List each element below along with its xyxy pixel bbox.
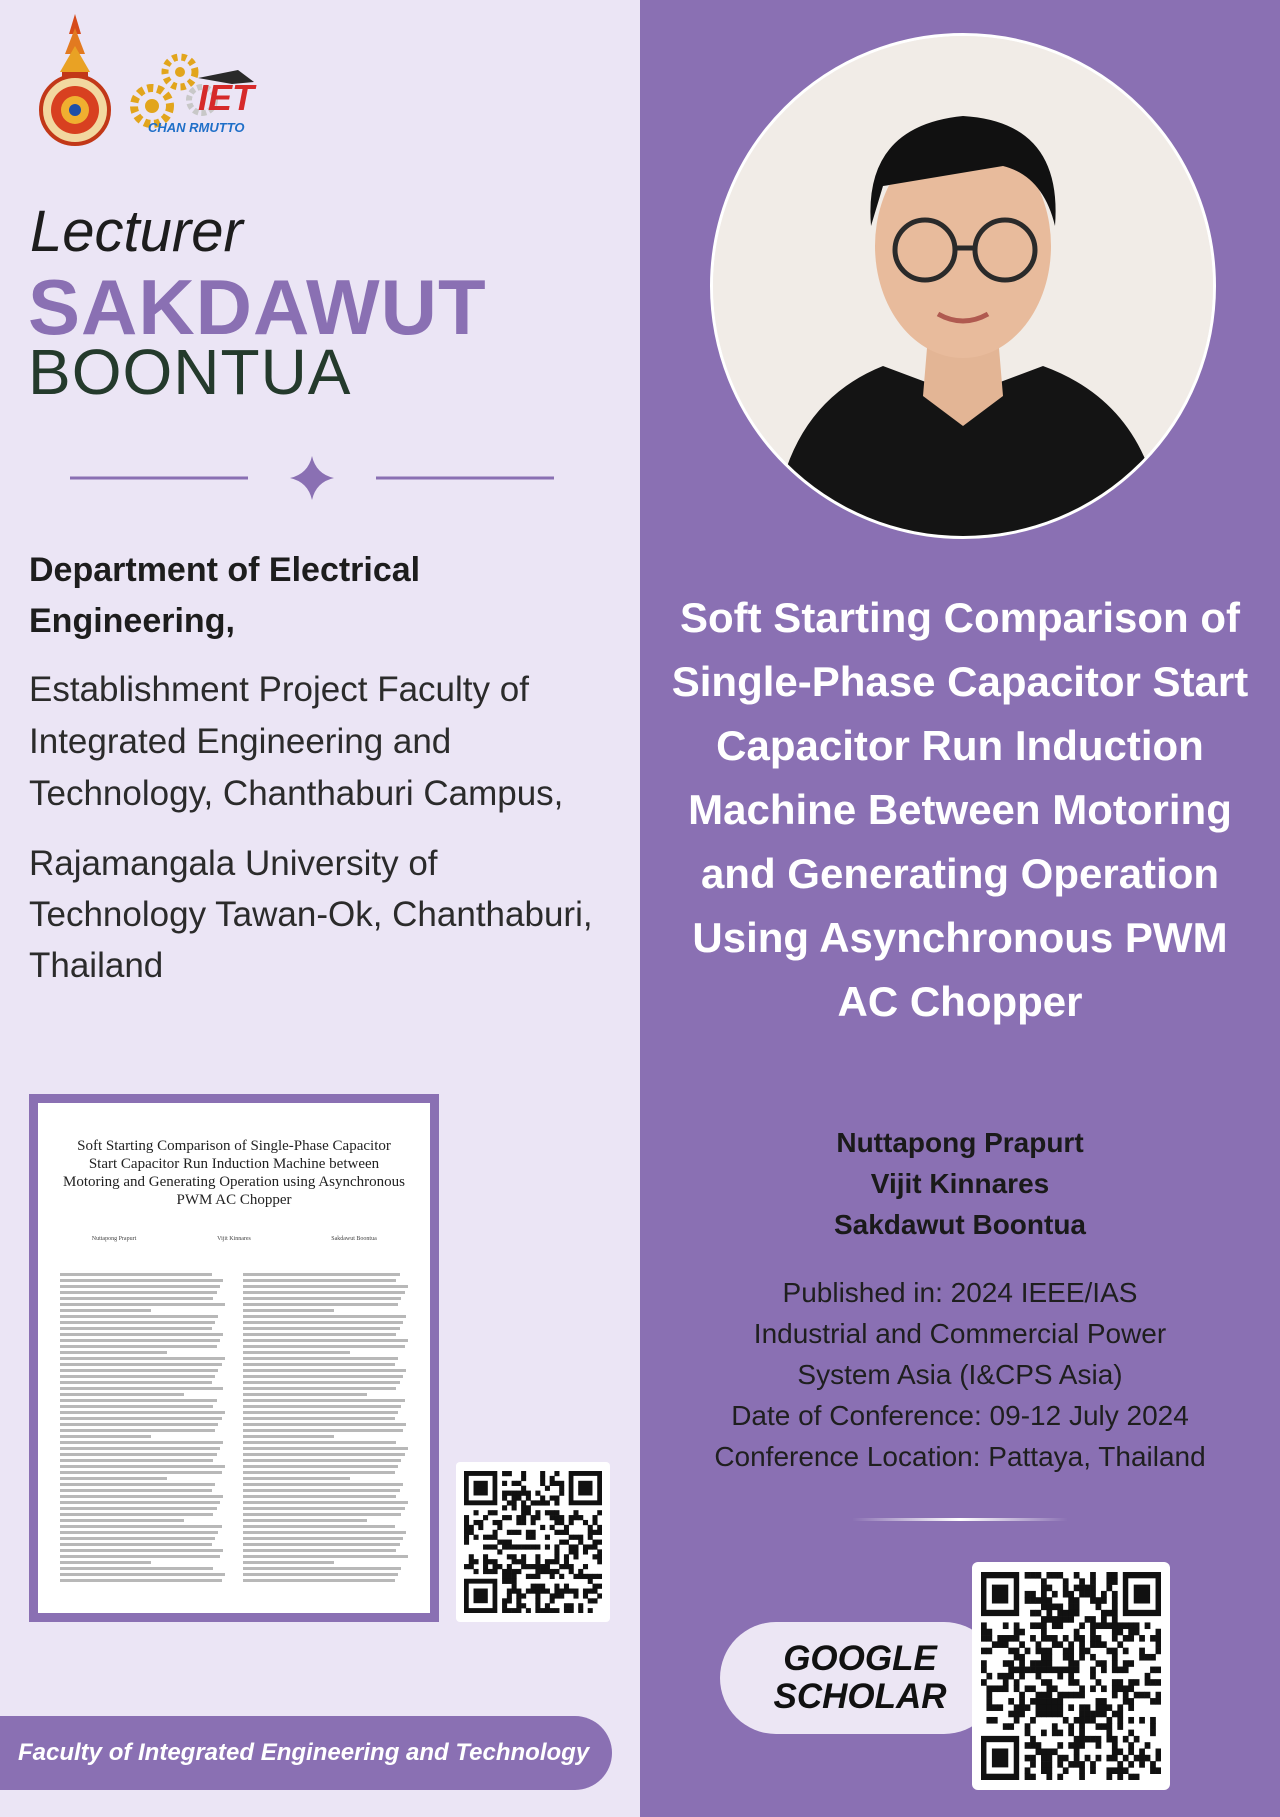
iet-logo-icon	[128, 48, 298, 144]
lecturer-role: Lecturer	[30, 199, 243, 264]
paper-page	[38, 1103, 430, 1613]
iet-logo-text: IET	[198, 77, 255, 118]
publication-authors	[680, 1122, 1240, 1245]
university-text: Rajamangala University of Technology Tawan-Ok, Chanthaburi, Thailand	[29, 844, 593, 985]
footer-faculty-text: Faculty of Integrated Engineering and Technology	[18, 1739, 590, 1766]
paper-author: Nuttapong Prapurt	[91, 1236, 137, 1242]
publication-info	[660, 1272, 1260, 1477]
google-scholar-qr-code[interactable]	[972, 1562, 1170, 1790]
paper-body-text	[60, 1273, 408, 1585]
google-scholar-line2: SCHOLAR	[773, 1677, 947, 1716]
lecturer-last-name: BOONTUA	[28, 336, 352, 408]
paper-preview	[29, 1094, 439, 1622]
publication-title: Soft Starting Comparison of Single-Phase Capacitor Start Capacitor Run Induction Machine Between Motoring and Generating Operation Using Asynchronous PWM AC Chopper	[671, 594, 1249, 1025]
publication-info-line: System Asia (I&CPS Asia)	[797, 1359, 1123, 1390]
right-panel	[640, 0, 1280, 1817]
department-name: Department of Electrical Engineering,	[29, 551, 421, 640]
google-scholar-line1: GOOGLE	[783, 1639, 937, 1678]
publication-info-line: Published in: 2024 IEEE/IAS	[782, 1277, 1138, 1308]
author-name: Nuttapong Prapurt	[836, 1127, 1084, 1158]
conference-location: Conference Location: Pattaya, Thailand	[714, 1441, 1206, 1472]
paper-author: Vijit Kinnares	[217, 1236, 251, 1242]
university-emblem-icon	[38, 14, 112, 146]
establishment-text: Establishment Project Faculty of Integrated Engineering and Technology, Chanthaburi Campus,	[29, 670, 564, 813]
paper-preview-title: Soft Starting Comparison of Single-Phase Capacitor Start Capacitor Run Induction Machine between Motoring and Generating Operation using Asynchronous PWM AC Chopper	[62, 1138, 406, 1208]
google-scholar-badge[interactable]	[720, 1622, 1000, 1734]
lecturer-photo	[710, 33, 1216, 539]
sparkle-icon	[290, 456, 334, 500]
iet-logo-subtext: CHAN RMUTTO	[148, 120, 245, 135]
paper-qr-code[interactable]	[456, 1462, 610, 1622]
conference-date: Date of Conference: 09-12 July 2024	[731, 1400, 1189, 1431]
footer-banner	[0, 1716, 612, 1790]
author-name: Vijit Kinnares	[870, 1168, 1050, 1199]
paper-preview-authors	[66, 1235, 402, 1243]
publication-info-line: Industrial and Commercial Power	[753, 1318, 1167, 1349]
lecturer-first-name: SAKDAWUT	[28, 263, 487, 351]
paper-author: Sakdawut Boontua	[331, 1236, 377, 1242]
separator-line	[852, 1518, 1068, 1521]
author-name: Sakdawut Boontua	[833, 1209, 1086, 1240]
sparkle-divider	[70, 454, 554, 504]
